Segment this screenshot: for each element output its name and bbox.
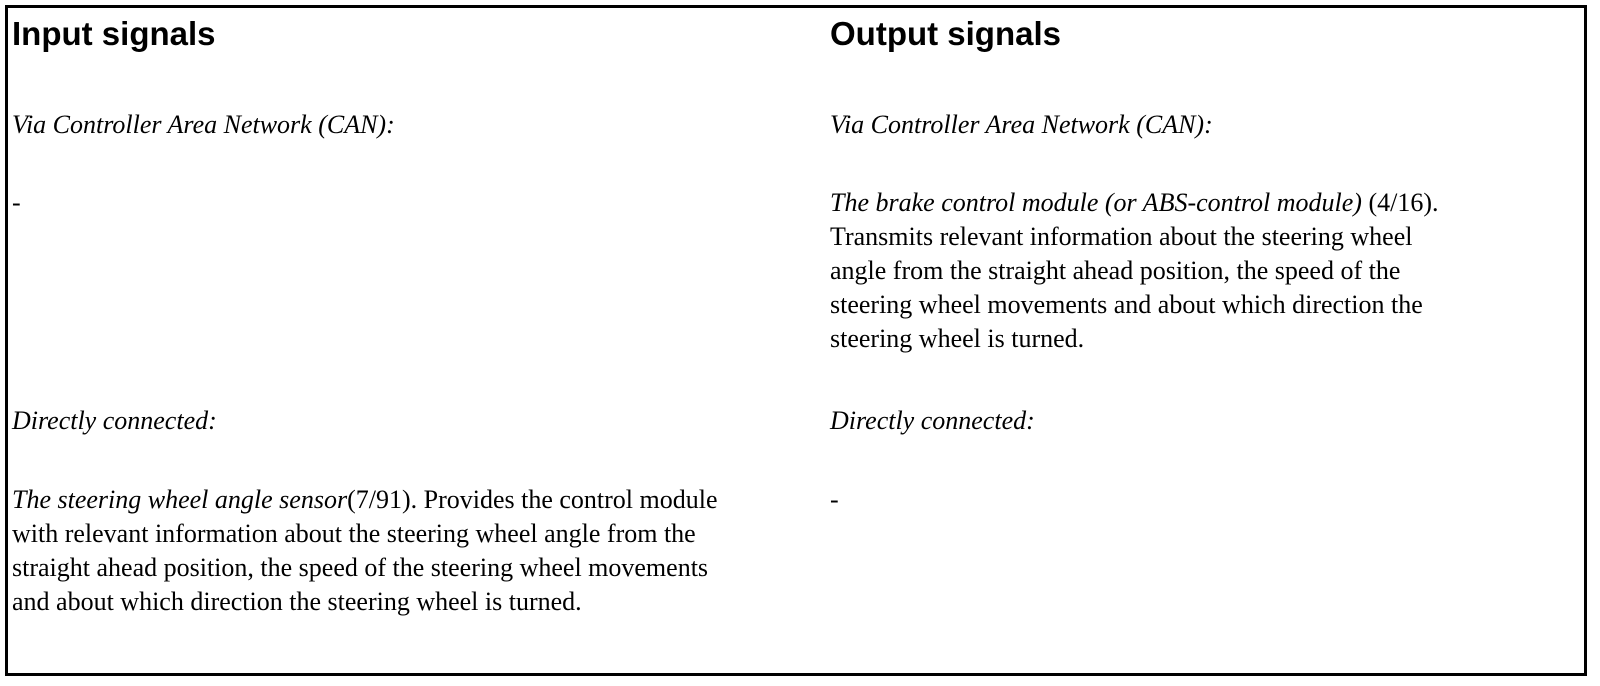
output-via-can-label: Via Controller Area Network (CAN): xyxy=(830,110,1213,139)
input-direct-label: Directly connected: xyxy=(12,406,217,435)
input-via-can-label: Via Controller Area Network (CAN): xyxy=(12,110,395,139)
output-direct-value: - xyxy=(830,485,839,514)
output-via-can-item-line: angle from the straight ahead position, the speed of the xyxy=(830,256,1401,285)
output-signals-heading: Output signals xyxy=(830,15,1061,52)
input-direct-item-line: with relevant information about the steering wheel angle from the xyxy=(12,519,696,548)
signals-table xyxy=(5,5,1587,676)
input-direct-item-ref: (7/91). Provides the control module xyxy=(347,485,718,514)
input-direct-item xyxy=(12,483,718,619)
output-direct-label: Directly connected: xyxy=(830,406,1035,435)
output-via-can-item-line: steering wheel is turned. xyxy=(830,324,1085,353)
output-via-can-item-name: The brake control module (or ABS-control module) xyxy=(830,188,1362,217)
input-via-can-value: - xyxy=(12,188,21,217)
input-signals-heading: Input signals xyxy=(12,15,216,52)
input-direct-item-name: The steering wheel angle sensor xyxy=(12,485,348,514)
output-via-can-item-line: Transmits relevant information about the steering wheel xyxy=(830,222,1413,251)
input-direct-item-line: and about which direction the steering wheel is turned. xyxy=(12,587,582,616)
input-direct-item-line: straight ahead position, the speed of the steering wheel movements xyxy=(12,553,709,582)
output-via-can-item xyxy=(830,186,1439,356)
output-via-can-item-line: steering wheel movements and about which direction the xyxy=(830,290,1423,319)
output-via-can-item-ref: (4/16). xyxy=(1361,188,1439,217)
